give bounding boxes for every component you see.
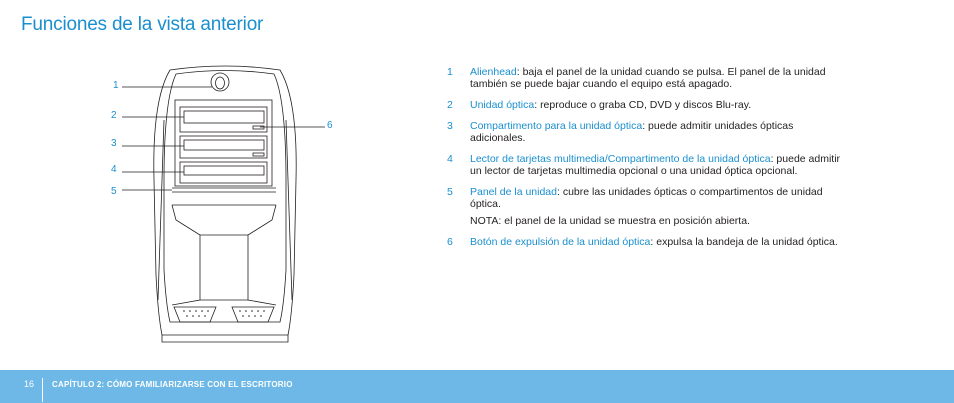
feature-term: Alienhead xyxy=(470,66,517,78)
note-label: NOTA: xyxy=(470,215,502,227)
chapter-title: CAPÍTULO 2: CÓMO FAMILIARIZARSE CON EL ESCRITORIO xyxy=(52,380,293,389)
callout-5: 5 xyxy=(111,186,117,197)
feature-description: Compartimento para la unidad óptica: puede admitir unidades ópticas adicionales. xyxy=(470,120,794,144)
feature-text: reproduce o graba CD, DVD y discos Blu-ray. xyxy=(540,99,752,111)
feature-item-alienhead xyxy=(447,66,842,90)
page-number: 16 xyxy=(24,379,35,389)
feature-description: Botón de expulsión de la unidad óptica: expulsa la bandeja de la unidad óptica. xyxy=(470,236,838,248)
feature-term: Lector de tarjetas multimedia/Compartimento de la unidad óptica xyxy=(470,153,771,165)
feature-text: puede admitir unidades ópticas adicionales. xyxy=(470,120,794,144)
callout-3: 3 xyxy=(111,138,117,149)
feature-text: puede admitir un lector de tarjetas multimedia opcional o una unidad óptica opcional. xyxy=(470,153,841,177)
page-footer xyxy=(0,370,954,403)
callout-1: 1 xyxy=(113,80,119,91)
callout-6: 6 xyxy=(327,120,333,131)
callout-4: 4 xyxy=(111,164,117,175)
feature-term: Compartimento para la unidad óptica xyxy=(470,120,643,132)
feature-term: Panel de la unidad xyxy=(470,186,557,198)
feature-term: Botón de expulsión de la unidad óptica xyxy=(470,236,651,248)
feature-number: 4 xyxy=(447,153,453,165)
feature-number: 2 xyxy=(447,99,453,111)
feature-list xyxy=(447,66,842,257)
computer-front-drawing xyxy=(100,60,350,350)
feature-item-card-reader xyxy=(447,153,842,177)
feature-term: Unidad óptica xyxy=(470,99,535,111)
feature-text: baja el panel de la unidad cuando se pulsa. El panel de la unidad también se puede bajar cuando el equipo está apagado. xyxy=(470,66,826,90)
footer-divider xyxy=(42,378,43,402)
feature-number: 3 xyxy=(447,120,453,132)
feature-text: expulsa la bandeja de la unidad óptica. xyxy=(656,236,838,248)
computer-front-illustration xyxy=(100,60,350,350)
callout-2: 2 xyxy=(111,110,117,121)
feature-item-optical-drive xyxy=(447,99,842,111)
feature-number: 1 xyxy=(447,66,453,78)
feature-number: 5 xyxy=(447,186,453,198)
feature-item-drive-panel xyxy=(447,186,842,227)
feature-description: Panel de la unidad: cubre las unidades ópticas o compartimentos de unidad óptica. NOTA: el panel de la unidad se muestra en posición abierta. xyxy=(470,186,842,227)
feature-description: Unidad óptica: reproduce o graba CD, DVD y discos Blu-ray. xyxy=(470,99,752,111)
feature-item-optical-bay xyxy=(447,120,842,144)
feature-text: cubre las unidades ópticas o compartimentos de unidad óptica. xyxy=(470,186,823,210)
note-text: el panel de la unidad se muestra en posición abierta. xyxy=(501,215,750,227)
feature-description: Alienhead: baja el panel de la unidad cuando se pulsa. El panel de la unidad también se puede bajar cuando el equipo está apagado. xyxy=(470,66,826,90)
feature-item-eject-button xyxy=(447,236,842,248)
feature-description: Lector de tarjetas multimedia/Compartimento de la unidad óptica: puede admitir un lector de tarjetas multimedia opcional o una unidad óptica opcional. xyxy=(470,153,841,177)
feature-number: 6 xyxy=(447,236,453,248)
note xyxy=(470,215,842,227)
page-title: Funciones de la vista anterior xyxy=(21,14,264,35)
